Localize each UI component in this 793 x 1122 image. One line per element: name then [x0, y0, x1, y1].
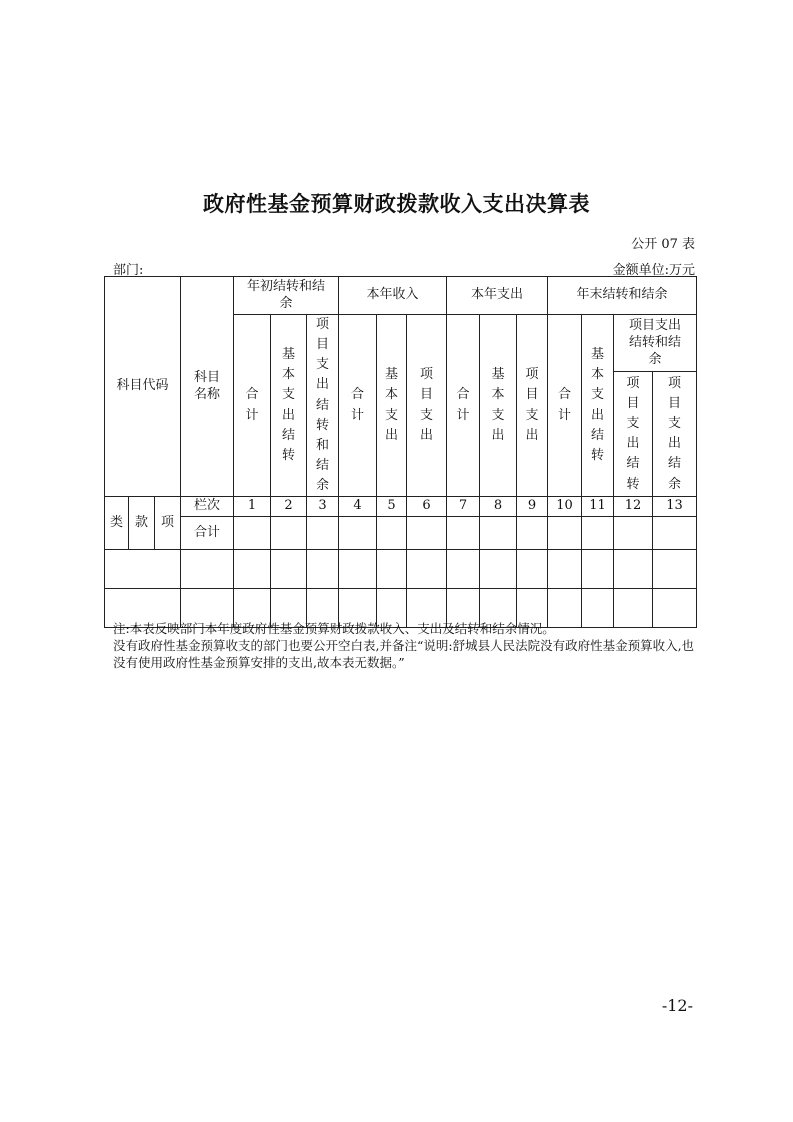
table-cell — [447, 517, 480, 550]
table-cell — [377, 550, 407, 589]
table-notes — [113, 620, 698, 671]
section-header: 款 — [129, 497, 155, 550]
column-number: 11 — [582, 497, 614, 517]
table-cell — [614, 517, 653, 550]
form-number: 公开 07 表 — [631, 237, 695, 252]
table-cell — [548, 550, 582, 589]
note-line-2: 没有政府性基金预算收支的部门也要公开空白表,并备注“说明:舒城县人民法院没有政府性基金预算收入,也没有使用政府性基金预算安排的支出,故本表无数据。” — [113, 638, 695, 670]
table-cell — [480, 550, 517, 589]
table-cell — [339, 517, 377, 550]
table-cell — [653, 550, 697, 589]
table-cell — [582, 550, 614, 589]
opening-balance-group-header: 年初结转和结余 — [234, 277, 339, 315]
class-header: 类 — [105, 497, 129, 550]
expense-project-header: 项目支出 — [517, 315, 548, 497]
table-cell — [548, 517, 582, 550]
income-total-header: 合计 — [339, 315, 377, 497]
column-number: 6 — [407, 497, 447, 517]
closing-project-carryover-header: 项目支出结转 — [614, 372, 653, 497]
current-income-group-header: 本年收入 — [339, 277, 447, 315]
page-number: -12- — [661, 996, 693, 1015]
table-cell — [105, 550, 181, 589]
table-cell — [582, 517, 614, 550]
closing-total-header: 合计 — [548, 315, 582, 497]
table-row — [105, 550, 697, 589]
table-cell — [307, 517, 339, 550]
table-cell — [307, 550, 339, 589]
column-number: 1 — [234, 497, 271, 517]
table-cell — [234, 550, 271, 589]
page-title: 政府性基金预算财政拨款收入支出决算表 — [203, 192, 590, 216]
column-number: 2 — [271, 497, 307, 517]
table-cell — [447, 550, 480, 589]
opening-project-header: 项目支出结转和结余 — [307, 315, 339, 497]
opening-total-header: 合计 — [234, 315, 271, 497]
column-number: 7 — [447, 497, 480, 517]
table-cell — [181, 550, 234, 589]
table-cell — [271, 550, 307, 589]
fund-budget-table — [104, 276, 697, 628]
subject-name-header: 科目名称 — [181, 277, 234, 497]
total-row-label: 合计 — [181, 517, 234, 550]
income-project-header: 项目支出 — [407, 315, 447, 497]
table-cell — [407, 550, 447, 589]
income-basic-header: 基本支出 — [377, 315, 407, 497]
column-number: 5 — [377, 497, 407, 517]
closing-project-balance-header: 项目支出结余 — [653, 372, 697, 497]
column-number: 10 — [548, 497, 582, 517]
subject-code-header: 科目代码 — [105, 277, 181, 497]
total-row — [105, 517, 697, 550]
column-number: 12 — [614, 497, 653, 517]
closing-basic-header: 基本支出结转 — [582, 315, 614, 497]
column-number: 13 — [653, 497, 697, 517]
table-cell — [517, 550, 548, 589]
current-expense-group-header: 本年支出 — [447, 277, 548, 315]
column-number: 3 — [307, 497, 339, 517]
expense-total-header: 合计 — [447, 315, 480, 497]
closing-project-group-header: 项目支出结转和结余 — [614, 315, 697, 372]
expense-basic-header: 基本支出 — [480, 315, 517, 497]
table-cell — [234, 517, 271, 550]
table-cell — [480, 517, 517, 550]
opening-basic-header: 基本支出结转 — [271, 315, 307, 497]
note-line-1: 注:本表反映部门本年度政府性基金预算财政拨款收入、支出及结转和结余情况。 — [113, 621, 555, 636]
closing-balance-group-header: 年末结转和结余 — [548, 277, 697, 315]
column-number: 8 — [480, 497, 517, 517]
department-label: 部门: — [113, 263, 144, 278]
amount-unit-label: 金额单位:万元 — [612, 263, 695, 278]
table-cell — [377, 517, 407, 550]
table-cell — [653, 517, 697, 550]
column-number: 4 — [339, 497, 377, 517]
item-header: 项 — [155, 497, 181, 550]
table-cell — [407, 517, 447, 550]
column-number-label: 栏次 — [181, 497, 234, 517]
table-cell — [271, 517, 307, 550]
table-cell — [614, 550, 653, 589]
column-number: 9 — [517, 497, 548, 517]
table-cell — [517, 517, 548, 550]
table-cell — [339, 550, 377, 589]
